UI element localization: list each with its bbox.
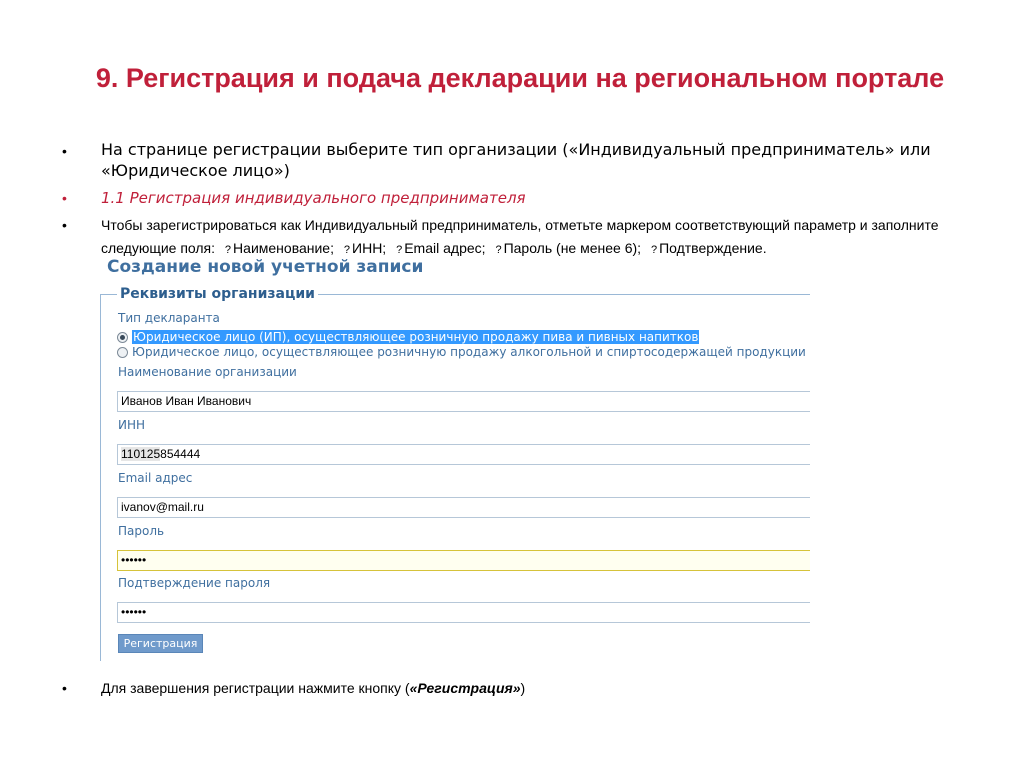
radio-option-label: Юридическое лицо, осуществляющее розничную продажу алкогольной и спиртосодержащей продукции: [132, 345, 806, 359]
fieldset-legend: Реквизиты организации: [117, 286, 318, 302]
inn-input[interactable]: [117, 444, 810, 465]
finish-prefix: Для завершения регистрации нажмите кнопку (: [101, 680, 410, 696]
paragraph-choose-type: На странице регистрации выберите тип организации («Индивидуальный предприниматель» или «Юридическое лицо»): [101, 140, 931, 180]
fieldset-border-left: [100, 294, 101, 661]
subheading-ip-registration: 1.1 Регистрация индивидуального предпринимателя: [101, 189, 526, 207]
finish-button-name: «Регистрация»: [409, 680, 521, 696]
radio-option-beer[interactable]: [117, 330, 699, 344]
field-item: Email адрес;: [404, 240, 486, 256]
bullet-marker: •: [62, 217, 67, 233]
bullet-marker: •: [62, 143, 67, 159]
slide-title: 9. Регистрация и подача декларации на региональном портале: [95, 63, 945, 93]
field-item: ИНН;: [352, 240, 387, 256]
paragraph-finish: [101, 678, 981, 698]
email-label: Email адрес: [118, 471, 193, 485]
radio-selected-icon[interactable]: [117, 332, 128, 343]
inn-rest: 854444: [160, 447, 201, 461]
bullet-marker: •: [62, 680, 67, 696]
password-input[interactable]: ••••••: [117, 550, 810, 571]
radio-unselected-icon[interactable]: [117, 347, 128, 358]
inn-label: ИНН: [118, 418, 146, 432]
inn-highlight: 110125: [121, 447, 161, 461]
register-button[interactable]: Регистрация: [118, 634, 203, 653]
bullet-marker: •: [62, 190, 67, 206]
email-input[interactable]: ivanov@mail.ru: [117, 497, 810, 518]
finish-suffix: ): [520, 680, 526, 696]
checkbox-glyph-icon: ?: [343, 244, 351, 256]
field-item: Наименование;: [233, 240, 334, 256]
confirm-password-input[interactable]: ••••••: [117, 602, 810, 623]
fill-fields-intro: Чтобы зарегистрироваться как Индивидуальный предприниматель, отметьте маркером соответствующий параметр и заполните следующие поля:: [101, 217, 939, 256]
checkbox-glyph-icon: ?: [495, 244, 502, 256]
paragraph-fill-fields: [101, 214, 981, 262]
form-heading: Создание новой учетной записи: [107, 257, 424, 277]
checkbox-glyph-icon: ?: [650, 244, 658, 256]
radio-option-label: Юридическое лицо (ИП), осуществляющее розничную продажу пива и пивных напитков: [133, 330, 699, 344]
field-item: Пароль (не менее 6);: [503, 240, 642, 256]
confirm-password-label: Подтверждение пароля: [118, 576, 271, 590]
checkbox-glyph-icon: ?: [396, 244, 403, 256]
field-item: Подтверждение.: [659, 240, 767, 256]
registration-form-screenshot: [100, 256, 810, 661]
password-label: Пароль: [118, 524, 165, 538]
checkbox-glyph-icon: ?: [224, 244, 232, 256]
radio-option-alcohol[interactable]: [117, 345, 806, 359]
declarant-type-label: Тип декларанта: [118, 311, 220, 325]
org-name-input[interactable]: Иванов Иван Иванович: [117, 391, 810, 412]
org-name-label: Наименование организации: [118, 365, 297, 379]
